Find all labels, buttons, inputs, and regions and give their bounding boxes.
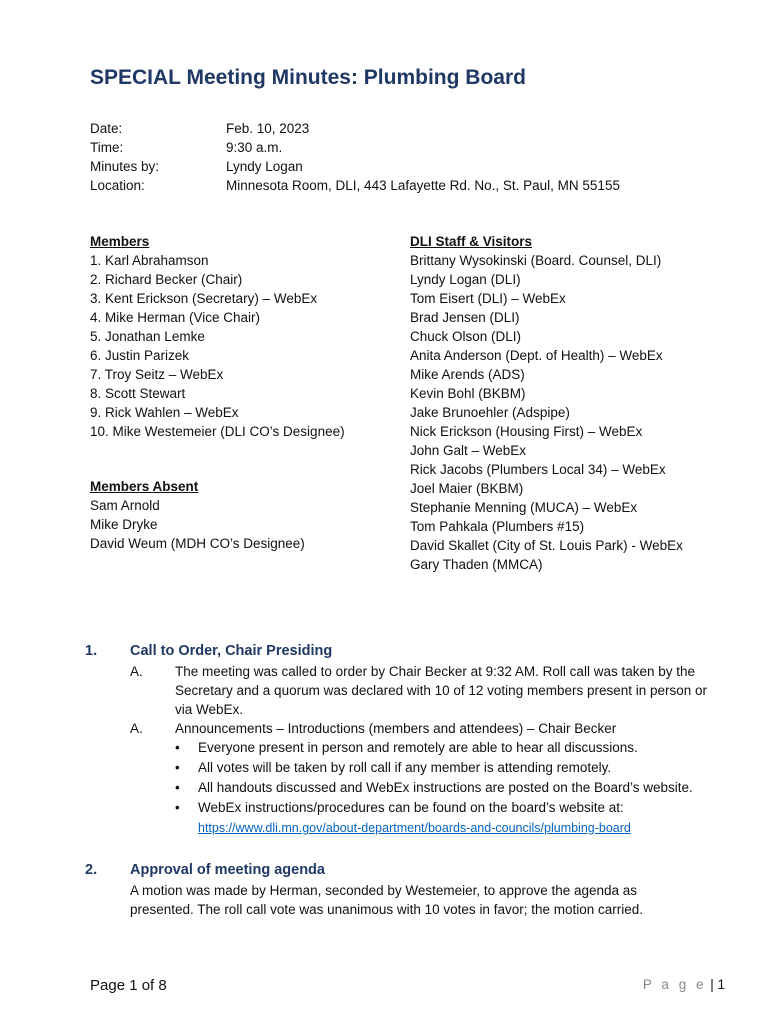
staff-item: Joel Maier (BKBM)	[410, 481, 524, 496]
bullet-text: WebEx instructions/procedures can be found on the board’s website at:	[198, 800, 624, 815]
member-item: 4. Mike Herman (Vice Chair)	[90, 310, 261, 325]
member-item: 9. Rick Wahlen – WebEx	[90, 405, 239, 420]
footer-page-label: P a g e	[642, 977, 707, 992]
plumbing-board-link[interactable]: https://www.dli.mn.gov/about-department/boards-and-councils/plumbing-board	[198, 821, 631, 835]
member-item: 5. Jonathan Lemke	[90, 329, 205, 344]
footer-page-count: Page 1 of 8	[90, 977, 167, 994]
section-1-item-b	[130, 719, 730, 738]
info-value: Minnesota Room, DLI, 443 Lafayette Rd. No., St. Paul, MN 55155	[226, 178, 620, 193]
member-item: 8. Scott Stewart	[90, 386, 186, 401]
staff-item: Tom Eisert (DLI) – WebEx	[410, 291, 566, 306]
info-value: 9:30 a.m.	[226, 140, 283, 155]
staff-item: Brad Jensen (DLI)	[410, 310, 520, 325]
staff-item: David Skallet (City of St. Louis Park) - WebEx	[410, 538, 683, 553]
absent-item: Mike Dryke	[90, 517, 158, 532]
bullet-item	[175, 738, 735, 758]
bullet-text: Everyone present in person and remotely are able to hear all discussions.	[198, 740, 638, 755]
member-item: 2. Richard Becker (Chair)	[90, 272, 243, 287]
staff-item: Chuck Olson (DLI)	[410, 329, 522, 344]
staff-item: Lyndy Logan (DLI)	[410, 272, 521, 287]
staff-heading: DLI Staff & Visitors	[410, 234, 533, 249]
members-heading: Members	[90, 234, 150, 249]
bullet-glyph: •	[175, 740, 180, 755]
item-text: The meeting was called to order by Chair Becker at 9:32 AM. Roll call was taken by the Secretary and a quorum was declared with 10 of 12 voting members present in person or via WebEx.	[175, 664, 708, 717]
info-value: Lyndy Logan	[226, 159, 303, 174]
info-row-date	[90, 119, 620, 138]
bullet-glyph: •	[175, 780, 180, 795]
item-text: Announcements – Introductions (members and attendees) – Chair Becker	[175, 721, 617, 736]
info-value: Feb. 10, 2023	[226, 121, 310, 136]
bullet-item	[175, 758, 735, 778]
bullet-link-row	[175, 818, 735, 838]
footer-separator: |	[706, 977, 718, 992]
info-label: Location:	[90, 178, 145, 193]
member-item: 10. Mike Westemeier (DLI CO’s Designee)	[90, 424, 345, 439]
bullet-text: All votes will be taken by roll call if any member is attending remotely.	[198, 760, 612, 775]
member-item: 6. Justin Parizek	[90, 348, 190, 363]
section-2-title: Approval of meeting agenda	[130, 862, 325, 878]
announcement-bullets	[175, 738, 735, 838]
staff-item: Kevin Bohl (BKBM)	[410, 386, 526, 401]
meeting-info	[90, 119, 620, 195]
item-letter: A.	[130, 664, 143, 679]
section-2-text: A motion was made by Herman, seconded by Westemeier, to approve the agenda as presented. The roll call vote was unanimous with 10 votes in favor; the motion carried.	[130, 883, 644, 917]
info-label: Time:	[90, 140, 124, 155]
section-1-number: 1.	[85, 643, 98, 659]
member-item: 3. Kent Erickson (Secretary) – WebEx	[90, 291, 318, 306]
footer-page-number	[643, 977, 725, 992]
absent-item: David Weum (MDH CO’s Designee)	[90, 536, 305, 551]
bullet-item	[175, 778, 735, 798]
members-absent-heading: Members Absent	[90, 479, 199, 494]
section-1-item-a	[130, 662, 730, 719]
info-row-location	[90, 176, 620, 195]
member-item: 7. Troy Seitz – WebEx	[90, 367, 224, 382]
footer-page-value: 1	[717, 977, 725, 992]
staff-item: Stephanie Menning (MUCA) – WebEx	[410, 500, 638, 515]
staff-item: John Galt – WebEx	[410, 443, 527, 458]
staff-item: Rick Jacobs (Plumbers Local 34) – WebEx	[410, 462, 666, 477]
staff-item: Gary Thaden (MMCA)	[410, 557, 543, 572]
staff-item: Nick Erickson (Housing First) – WebEx	[410, 424, 643, 439]
staff-item: Mike Arends (ADS)	[410, 367, 525, 382]
staff-item: Anita Anderson (Dept. of Health) – WebEx	[410, 348, 663, 363]
staff-visitors-list	[410, 232, 683, 574]
info-label: Minutes by:	[90, 159, 160, 174]
staff-item: Brittany Wysokinski (Board. Counsel, DLI)	[410, 253, 662, 268]
member-item: 1. Karl Abrahamson	[90, 253, 209, 268]
info-row-time	[90, 138, 620, 157]
members-absent-list	[90, 477, 305, 553]
staff-item: Tom Pahkala (Plumbers #15)	[410, 519, 585, 534]
section-2-number: 2.	[85, 862, 98, 878]
bullet-text: All handouts discussed and WebEx instructions are posted on the Board’s website.	[198, 780, 693, 795]
bullet-item	[175, 798, 735, 818]
bullet-glyph: •	[175, 800, 180, 815]
item-letter: A.	[130, 721, 143, 736]
bullet-glyph: •	[175, 760, 180, 775]
section-1-title: Call to Order, Chair Presiding	[130, 643, 333, 659]
absent-item: Sam Arnold	[90, 498, 160, 513]
members-list	[90, 232, 345, 441]
info-label: Date:	[90, 121, 123, 136]
info-row-minutes-by	[90, 157, 620, 176]
staff-item: Jake Brunoehler (Adspipe)	[410, 405, 570, 420]
page-title: SPECIAL Meeting Minutes: Plumbing Board	[90, 66, 526, 89]
